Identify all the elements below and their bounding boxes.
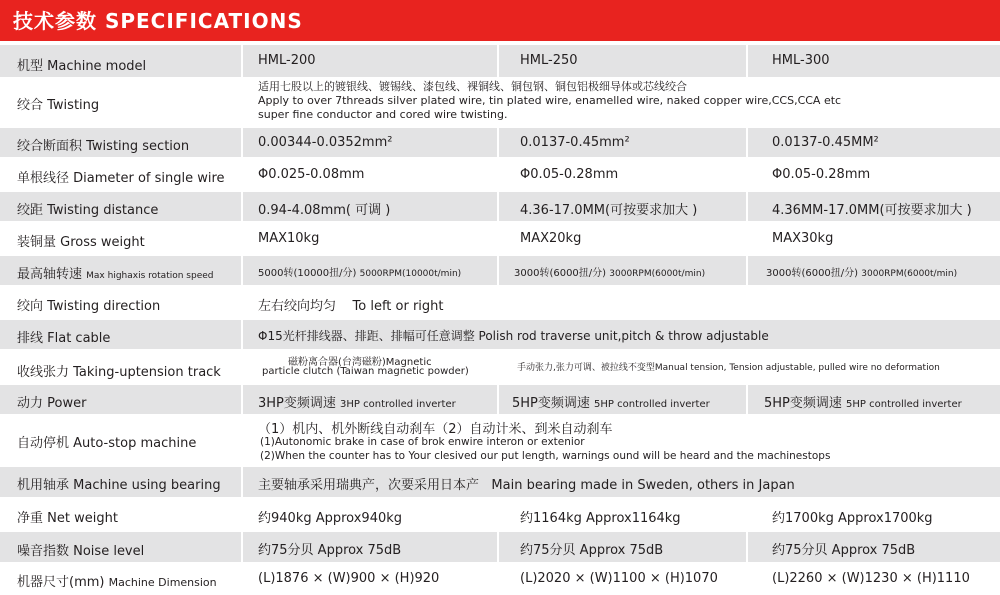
row-tension — [0, 352, 1000, 382]
column-divider — [746, 192, 748, 221]
row-diameter — [0, 160, 1000, 189]
column-divider — [241, 256, 243, 285]
column-divider — [241, 45, 243, 77]
distance-value-1: 0.94-4.08mm( 可调 ) — [258, 203, 391, 218]
tension-value-2: 手动张力,张力可调、被拉线不变型Manual tension, Tension adjustable, pulled wire no deformation — [517, 363, 940, 373]
tension-value-1a: 磁粉离合器(台湾磁粉)Magnetic — [288, 357, 432, 368]
row-label: 绞合 Twisting — [17, 98, 100, 113]
section-value-2: 0.0137-0.45mm² — [520, 135, 630, 150]
column-divider — [746, 256, 748, 285]
speed-en-2: 3000RPM(6000t/min) — [609, 269, 706, 279]
row-label — [17, 263, 213, 282]
column-divider — [746, 385, 748, 414]
model-hml250: HML-250 — [520, 53, 578, 68]
twisting-line-en1: Apply to over 7threads silver plated wire, tin plated wire, enamelled wire, naked copper wire,CCS,CCA etc — [258, 94, 842, 107]
row-label — [17, 571, 217, 590]
power-value-1 — [258, 392, 456, 411]
row-power — [0, 385, 1000, 414]
noise-value-3: 约75分贝 Approx 75dB — [772, 543, 916, 558]
row-twisting-distance — [0, 192, 1000, 221]
power-value-3 — [764, 392, 962, 411]
speed-value-2 — [514, 264, 705, 279]
column-divider — [241, 385, 243, 414]
speed-label-en: Max highaxis rotation speed — [86, 271, 214, 281]
column-divider — [497, 532, 499, 562]
row-machine-model — [0, 45, 1000, 77]
row-flat-cable — [0, 320, 1000, 349]
direction-value: 左右绞向均匀 To left or right — [258, 299, 444, 314]
net-value-1: 约940kg Approx940kg — [258, 511, 403, 526]
twisting-line-en2: super fine conductor and cored wire twisting. — [258, 108, 508, 121]
diameter-value-1: Φ0.025-0.08mm — [258, 167, 365, 182]
net-value-2: 约1164kg Approx1164kg — [520, 511, 681, 526]
row-label: 机用轴承 Machine using bearing — [17, 478, 221, 493]
distance-value-2: 4.36-17.0MM(可按要求加大 ) — [520, 203, 698, 218]
row-machine-dimension — [0, 564, 1000, 594]
row-noise-level — [0, 532, 1000, 562]
row-label: 自动停机 Auto-stop machine — [17, 436, 197, 451]
column-divider — [746, 532, 748, 562]
power-cn-1: 3HP变频调速 — [258, 396, 336, 411]
column-divider — [241, 192, 243, 221]
row-label: 净重 Net weight — [17, 511, 118, 526]
section-value-1: 0.00344-0.0352mm² — [258, 135, 393, 150]
power-cn-2: 5HP变频调速 — [512, 396, 590, 411]
row-auto-stop — [0, 416, 1000, 465]
tension-value-1b: particle clutch (Taiwan magnetic powder) — [262, 366, 469, 377]
column-divider — [241, 128, 243, 157]
row-label: 收线张力 Taking-uptension track — [17, 365, 221, 380]
dimension-value-3: (L)2260 × (W)1230 × (H)1110 — [772, 571, 970, 586]
speed-en-1: 5000RPM(10000t/min) — [359, 269, 462, 279]
row-max-speed — [0, 256, 1000, 285]
flat-cable-value: Φ15光杆排线器、排距、排幅可任意调整 Polish rod traverse unit,pitch & throw adjustable — [258, 329, 769, 343]
noise-value-2: 约75分贝 Approx 75dB — [520, 543, 664, 558]
dimension-value-1: (L)1876 × (W)900 × (H)920 — [258, 571, 440, 586]
model-hml200: HML-200 — [258, 53, 316, 68]
model-hml300: HML-300 — [772, 53, 830, 68]
power-en-3: 5HP controlled inverter — [846, 399, 962, 410]
speed-cn-2: 3000转(6000扭/分) — [514, 268, 607, 279]
distance-value-3: 4.36MM-17.0MM(可按要求加大 ) — [772, 203, 972, 218]
noise-value-1: 约75分贝 Approx 75dB — [258, 543, 402, 558]
power-value-2 — [512, 392, 710, 411]
speed-value-1 — [258, 264, 461, 279]
row-label: 动力 Power — [17, 396, 87, 411]
row-label: 装铜量 Gross weight — [17, 235, 145, 250]
header-bar — [0, 0, 1000, 39]
diameter-value-3: Φ0.05-0.28mm — [772, 167, 871, 182]
row-label: 机型 Machine model — [17, 59, 147, 74]
column-divider — [497, 385, 499, 414]
header-divider — [0, 39, 1000, 41]
row-label: 单根线径 Diameter of single wire — [17, 171, 225, 186]
power-en-2: 5HP controlled inverter — [594, 399, 710, 410]
speed-label-cn: 最高轴转速 — [17, 267, 83, 282]
autostop-line-en1: (1)Autonomic brake in case of brok enwire interon or extenior — [260, 436, 585, 448]
row-twisting-direction — [0, 288, 1000, 317]
dimension-label-en: Machine Dimension — [108, 576, 217, 589]
column-divider — [497, 256, 499, 285]
row-label: 绞距 Twisting distance — [17, 203, 159, 218]
column-divider — [241, 320, 243, 349]
autostop-line-en2: (2)When the counter has to Your clesived our put length, warnings ound will be heard and the machinestops — [260, 450, 831, 462]
bearing-value: 主要轴承采用瑞典产，次要采用日本产 Main bearing made in Sweden, others in Japan — [258, 478, 795, 493]
speed-value-3 — [766, 264, 957, 279]
row-twisting — [0, 79, 1000, 125]
speed-en-3: 3000RPM(6000t/min) — [861, 269, 958, 279]
row-label: 绞合断面积 Twisting section — [17, 139, 190, 154]
net-value-3: 约1700kg Approx1700kg — [772, 511, 933, 526]
column-divider — [241, 532, 243, 562]
row-gross-weight — [0, 224, 1000, 253]
twisting-line-cn: 适用七股以上的镀银线、镀锡线、漆包线、裸铜线、铜包钢、铜包铝极细导体或芯线绞合 — [258, 80, 687, 93]
column-divider — [497, 128, 499, 157]
power-cn-3: 5HP变频调速 — [764, 396, 842, 411]
column-divider — [497, 192, 499, 221]
row-label: 排线 Flat cable — [17, 331, 111, 346]
autostop-line-cn: （1）机内、机外断线自动刹车（2）自动计米、到米自动刹车 — [258, 422, 613, 437]
power-en-1: 3HP controlled inverter — [340, 399, 456, 410]
column-divider — [497, 45, 499, 77]
diameter-value-2: Φ0.05-0.28mm — [520, 167, 619, 182]
gross-value-1: MAX10kg — [258, 231, 320, 246]
row-bearing — [0, 467, 1000, 497]
row-label: 绞向 Twisting direction — [17, 299, 161, 314]
gross-value-2: MAX20kg — [520, 231, 582, 246]
column-divider — [746, 45, 748, 77]
row-twisting-section — [0, 128, 1000, 157]
speed-cn-1: 5000转(10000扭/分) — [258, 268, 357, 279]
section-value-3: 0.0137-0.45MM² — [772, 135, 879, 150]
gross-value-3: MAX30kg — [772, 231, 834, 246]
row-net-weight — [0, 500, 1000, 529]
page-title: 技术参数 SPECIFICATIONS — [13, 9, 303, 33]
column-divider — [746, 128, 748, 157]
dimension-label-cn: 机器尺寸(mm) — [17, 575, 105, 590]
speed-cn-3: 3000转(6000扭/分) — [766, 268, 859, 279]
dimension-value-2: (L)2020 × (W)1100 × (H)1070 — [520, 571, 718, 586]
row-label: 噪音指数 Noise level — [17, 544, 145, 559]
column-divider — [241, 467, 243, 497]
